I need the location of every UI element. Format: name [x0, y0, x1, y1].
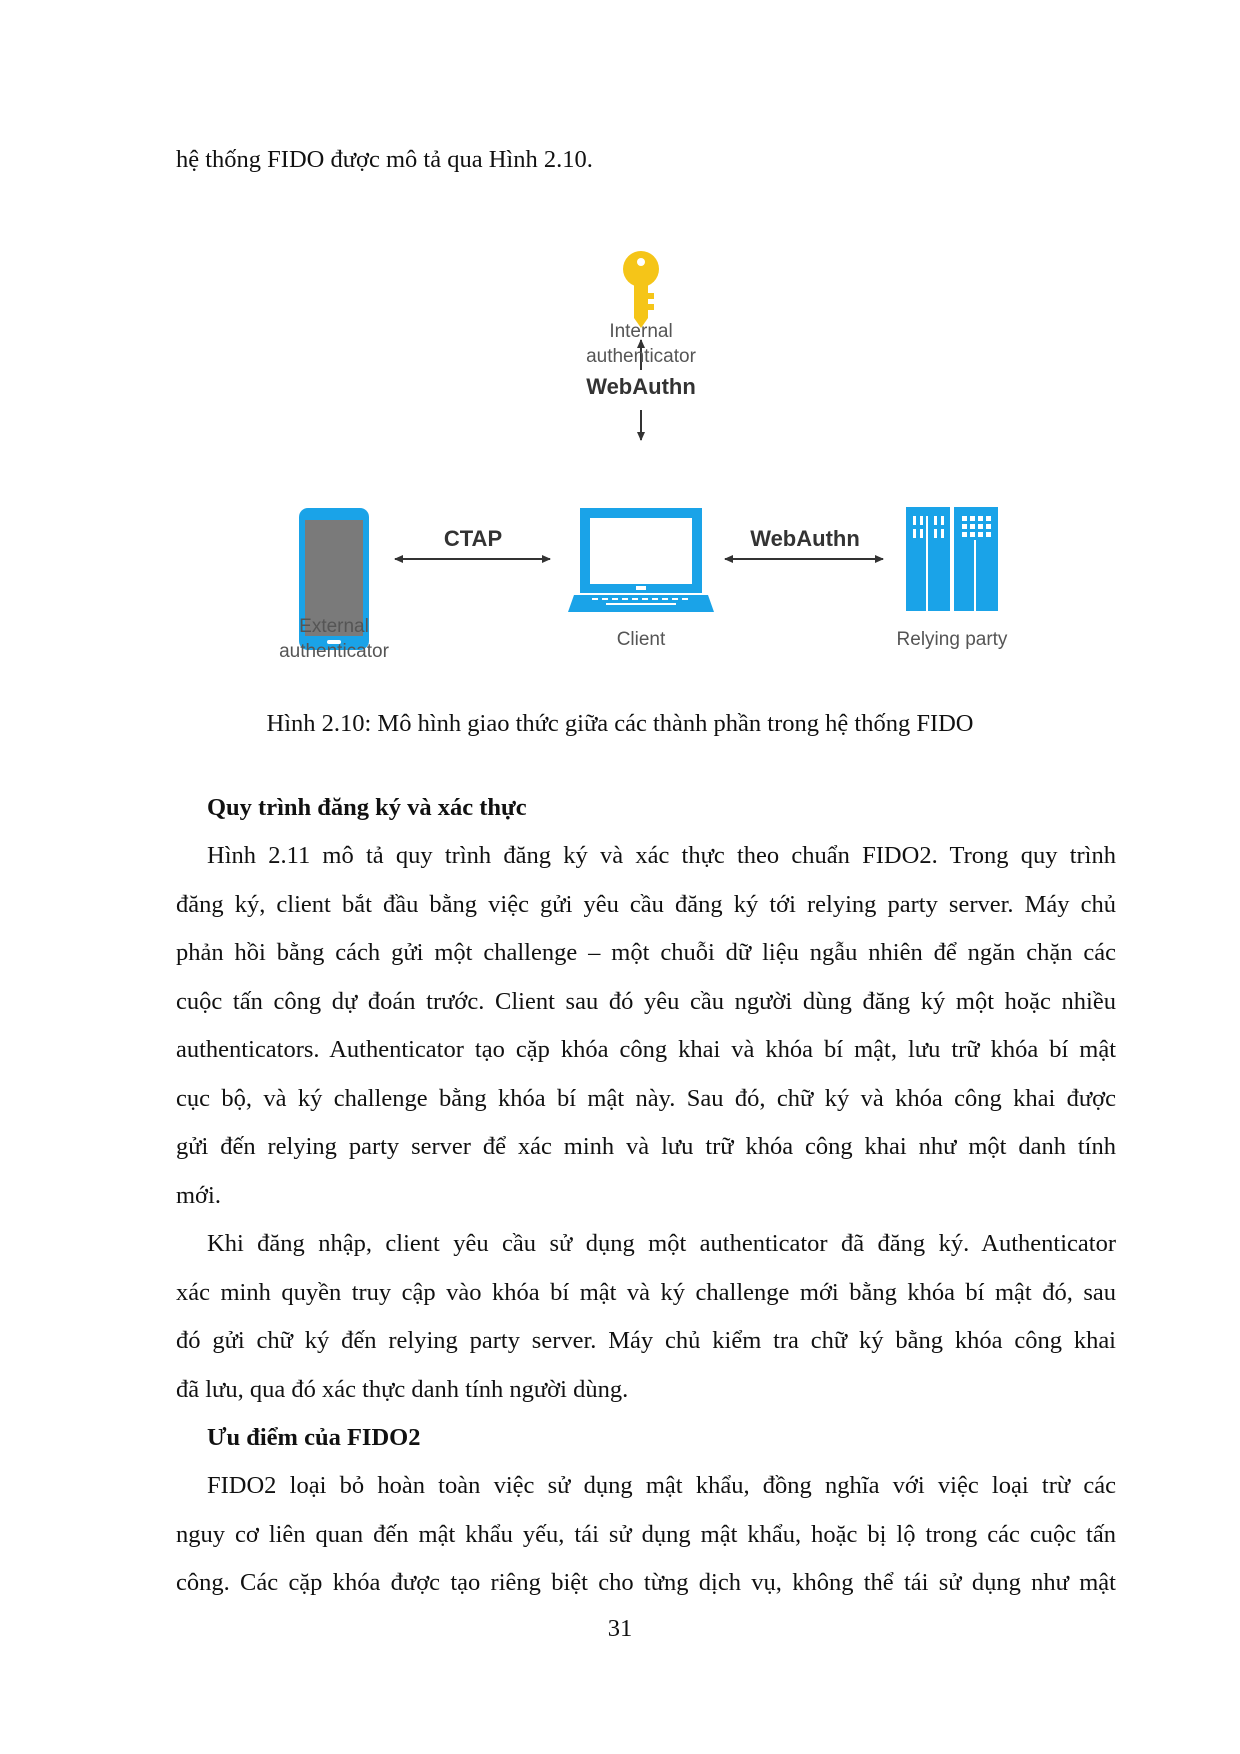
server-icon	[906, 507, 998, 611]
paragraph-advantages	[176, 1462, 1116, 1608]
figure-caption: Hình 2.10: Mô hình giao thức giữa các thành phần trong hệ thống FIDO	[266, 710, 974, 737]
label-internal-line2: authenticator	[586, 346, 696, 367]
text-line: xác minh quyền truy cập vào khóa bí mật và ký challenge mới bằng khóa bí mật đó, sau	[176, 1278, 1116, 1306]
text-line: đã lưu, qua đó xác thực danh tính người dùng.	[176, 1375, 629, 1403]
paragraph-login	[176, 1220, 1116, 1414]
text-line: FIDO2 loại bỏ hoàn toàn việc sử dụng mật khẩu, đồng nghĩa với việc loại trừ các	[207, 1472, 1116, 1499]
label-internal-authenticator	[541, 319, 741, 369]
diagram-canvas	[0, 240, 1240, 690]
label-external-line1: External	[299, 616, 369, 637]
label-external-line2: authenticator	[279, 641, 389, 662]
text-line: Hình 2.11 mô tả quy trình đăng ký và xác thực theo chuẩn FIDO2. Trong quy trình	[207, 842, 1116, 869]
label-relying-party: Relying party	[896, 629, 1008, 650]
label-external-authenticator	[234, 614, 434, 664]
label-internal-line1: Internal	[609, 321, 673, 342]
text-line: mới.	[176, 1181, 221, 1209]
page-number: 31	[607, 1615, 633, 1642]
label-ctap: CTAP	[443, 526, 503, 551]
label-client: Client	[616, 629, 666, 650]
text-line: cục bộ, và ký challenge bằng khóa bí mật này. Sau đó, chữ ký và khóa công khai được	[176, 1084, 1116, 1112]
section-heading-registration: Quy trình đăng ký và xác thực	[207, 794, 527, 821]
text-line: cuộc tấn công dự đoán trước. Client sau đó yêu cầu người dùng đăng ký một hoặc nhiều	[176, 987, 1116, 1015]
text-line: công. Các cặp khóa được tạo riêng biệt cho từng dịch vụ, không thể tái sử dụng như mật	[176, 1569, 1116, 1596]
text-line: đăng ký, client bắt đầu bằng việc gửi yêu cầu đăng ký tới relying party server. Máy chủ	[176, 890, 1116, 918]
text-line: phản hồi bằng cách gửi một challenge – một chuỗi dữ liệu ngẫu nhiên để ngăn chặn các	[176, 939, 1116, 966]
text-line: nguy cơ liên quan đến mật khẩu yếu, tái sử dụng mật khẩu, hoặc bị lộ trong các cuộc tấn	[176, 1520, 1116, 1548]
text-line: authenticators. Authenticator tạo cặp khóa công khai và khóa bí mật, lưu trữ khóa bí mật	[176, 1036, 1116, 1063]
paragraph-registration	[176, 832, 1116, 1220]
label-webauthn-top: WebAuthn	[586, 374, 696, 399]
text-line: Khi đăng nhập, client yêu cầu sử dụng một authenticator đã đăng ký. Authenticator	[207, 1230, 1116, 1257]
fido-protocol-diagram	[0, 240, 1240, 690]
text-line: đó gửi chữ ký đến relying party server. Máy chủ kiểm tra chữ ký bằng khóa công khai	[176, 1327, 1116, 1354]
label-webauthn-right: WebAuthn	[750, 526, 860, 551]
intro-text: hệ thống FIDO được mô tả qua Hình 2.10.	[176, 146, 593, 173]
laptop-icon	[568, 508, 714, 612]
text-line: gửi đến relying party server để xác minh và lưu trữ khóa công khai như một danh tính	[176, 1133, 1116, 1160]
section-heading-advantages: Ưu điểm của FIDO2	[207, 1424, 421, 1451]
key-icon	[623, 251, 659, 328]
